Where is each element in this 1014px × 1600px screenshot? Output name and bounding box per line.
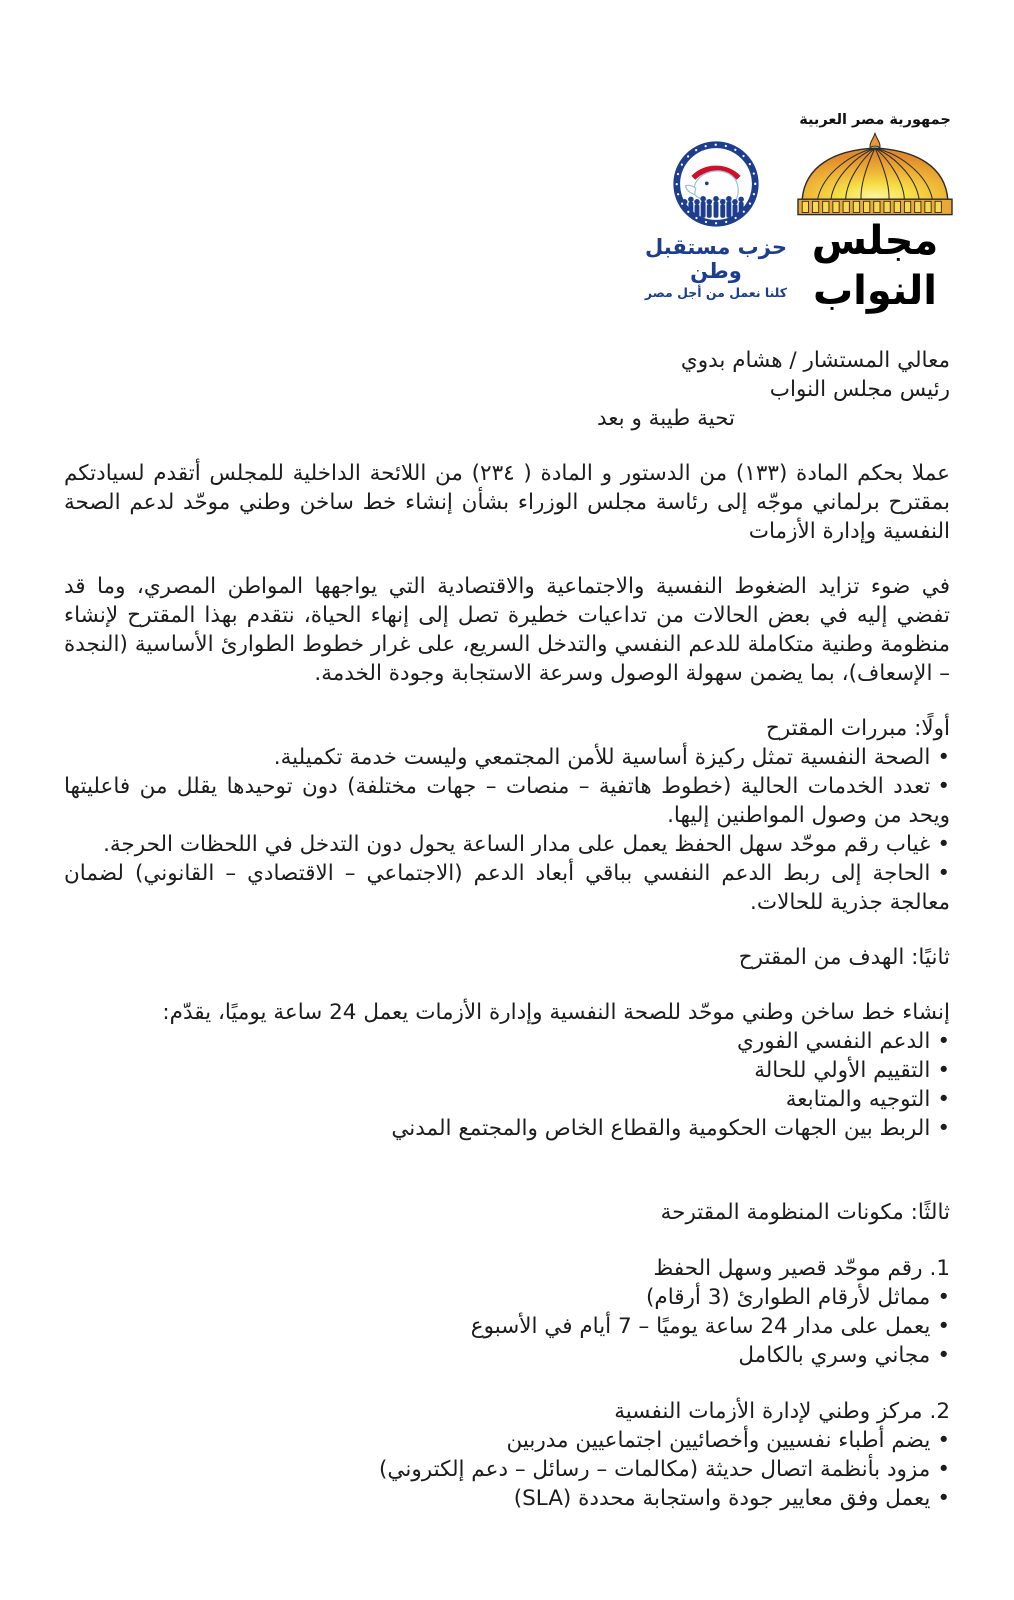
bullet-icon: • <box>937 1343 950 1368</box>
bullet-icon: • <box>937 1314 950 1339</box>
section-justifications <box>64 714 950 917</box>
bullet-item <box>64 743 950 772</box>
objective-intro: إنشاء خط ساخن وطني موحّد للصحة النفسية وإدارة الأزمات يعمل 24 ساعة يوميًا، يقدّم: <box>162 1000 950 1025</box>
party-tagline: كلنا نعمل من أجل مصر <box>644 285 788 301</box>
bullet-icon: • <box>937 1058 950 1083</box>
bullet-item <box>64 1312 950 1341</box>
bullet-text: الدعم النفسي الفوري <box>736 1029 931 1054</box>
bullet-item <box>64 1085 950 1114</box>
section-heading: أولًا: مبررات المقترح <box>765 716 950 741</box>
intro-paragraph-1: عملا بحكم المادة (١٣٣) من الدستور و المادة ( ٢٣٤) من اللائحة الداخلية للمجلس أتقدم لسيادتكم بمقترح برلماني موجّه إلى رئاسة مجلس الوزراء بشأن إنشاء خط ساخن وطني موحّد لدعم الصحة النفسية وإدارة الأزمات <box>64 461 950 544</box>
section-components <box>64 1198 950 1513</box>
section-heading: ثانيًا: الهدف من المقترح <box>738 945 950 970</box>
bullet-text: الحاجة إلى ربط الدعم النفسي بباقي أبعاد الدعم (الاجتماعي – الاقتصادي – القانوني) لضمان معالجة جذرية للحالات. <box>64 861 950 915</box>
bullet-text: تعدد الخدمات الحالية (خطوط هاتفية – منصات – جهات مختلفة) دون توحيدها يقلل من فاعليتها ويحد من وصول المواطنين إليها. <box>64 774 950 828</box>
recipient-name: معالي المستشار / هشام بدوي <box>680 348 950 373</box>
recipient-title: رئيس مجلس النواب <box>769 377 950 402</box>
bullet-text: يعمل على مدار 24 ساعة يوميًا – 7 أيام في الأسبوع <box>470 1314 931 1339</box>
bullet-item <box>64 1283 950 1312</box>
bullet-item <box>64 859 950 917</box>
bullet-item <box>64 1426 950 1455</box>
numbered-item <box>64 1397 950 1426</box>
intro-paragraph-2: في ضوء تزايد الضغوط النفسية والاجتماعية والاقتصادية التي يواجهها المواطن المصري، وما قد تفضي إليه في بعض الحالات من تداعيات خطيرة تصل إلى إنهاء الحياة، نتقدم بهذا المقترح لإنشاء منظومة وطنية متكاملة للدعم النفسي والتدخل السريع، على غرار خطوط الطوارئ الأساسية (النجدة – الإسعاف)، بما يضمن سهولة الوصول وسرعة الاستجابة وجودة الخدمة. <box>64 574 950 686</box>
letterhead <box>0 0 1014 315</box>
parliament-country-text: جمهورية مصر العربية <box>799 112 951 128</box>
bullet-icon: • <box>937 1486 950 1511</box>
item-number: 2. <box>929 1399 950 1424</box>
bullet-text: التوجيه والمتابعة <box>785 1087 931 1112</box>
numbered-item <box>64 1254 950 1283</box>
bullet-item <box>64 1484 950 1513</box>
bullet-icon: • <box>937 861 950 886</box>
parliament-name: مجلس النواب <box>811 218 939 315</box>
greeting: تحية طيبة و بعد <box>596 406 735 431</box>
bullet-text: مماثل لأرقام الطوارئ (3 أرقام) <box>646 1285 931 1310</box>
bullet-item <box>64 1341 950 1370</box>
item-number: 1. <box>929 1256 950 1281</box>
bullet-icon: • <box>937 1285 950 1310</box>
bullet-item <box>64 1027 950 1056</box>
item-title: مركز وطني لإدارة الأزمات النفسية <box>614 1399 923 1424</box>
bullet-icon: • <box>937 774 950 799</box>
bullet-item <box>64 772 950 830</box>
bullet-item <box>64 1114 950 1143</box>
bullet-text: مزود بأنظمة اتصال حديثة (مكالمات – رسائل – دعم إلكتروني) <box>379 1457 931 1482</box>
bullet-item <box>64 1056 950 1085</box>
bullet-item <box>64 1455 950 1484</box>
parliament-dome-icon <box>791 132 959 216</box>
bullet-icon: • <box>937 1087 950 1112</box>
bullet-text: مجاني وسري بالكامل <box>738 1343 931 1368</box>
bullet-icon: • <box>937 832 950 857</box>
party-name: حزب مستقبل وطن <box>645 235 787 284</box>
bullet-text: يعمل وفق معايير جودة واستجابة محددة (SLA) <box>513 1486 931 1511</box>
party-emblem-icon <box>670 138 762 230</box>
bullet-item <box>64 830 950 859</box>
letter-body <box>0 346 1014 1513</box>
bullet-text: التقييم الأولي للحالة <box>754 1058 931 1083</box>
item-title: رقم موحّد قصير وسهل الحفظ <box>653 1256 923 1281</box>
section-heading: ثالثًا: مكونات المنظومة المقترحة <box>660 1200 950 1225</box>
bullet-text: الربط بين الجهات الحكومية والقطاع الخاص والمجتمع المدني <box>391 1116 931 1141</box>
bullet-icon: • <box>937 745 950 770</box>
bullet-icon: • <box>937 1116 950 1141</box>
bullet-text: يضم أطباء نفسيين وأخصائيين اجتماعيين مدربين <box>506 1428 931 1453</box>
parliament-logo <box>789 112 961 316</box>
bullet-icon: • <box>937 1029 950 1054</box>
address-block <box>64 346 950 433</box>
bullet-text: الصحة النفسية تمثل ركيزة أساسية للأمن المجتمعي وليست خدمة تكميلية. <box>273 745 931 770</box>
party-logo <box>640 138 792 300</box>
section-objective <box>64 943 950 1143</box>
bullet-text: غياب رقم موحّد سهل الحفظ يعمل على مدار الساعة يحول دون التدخل في اللحظات الحرجة. <box>103 832 931 857</box>
bullet-icon: • <box>937 1428 950 1453</box>
bullet-icon: • <box>937 1457 950 1482</box>
